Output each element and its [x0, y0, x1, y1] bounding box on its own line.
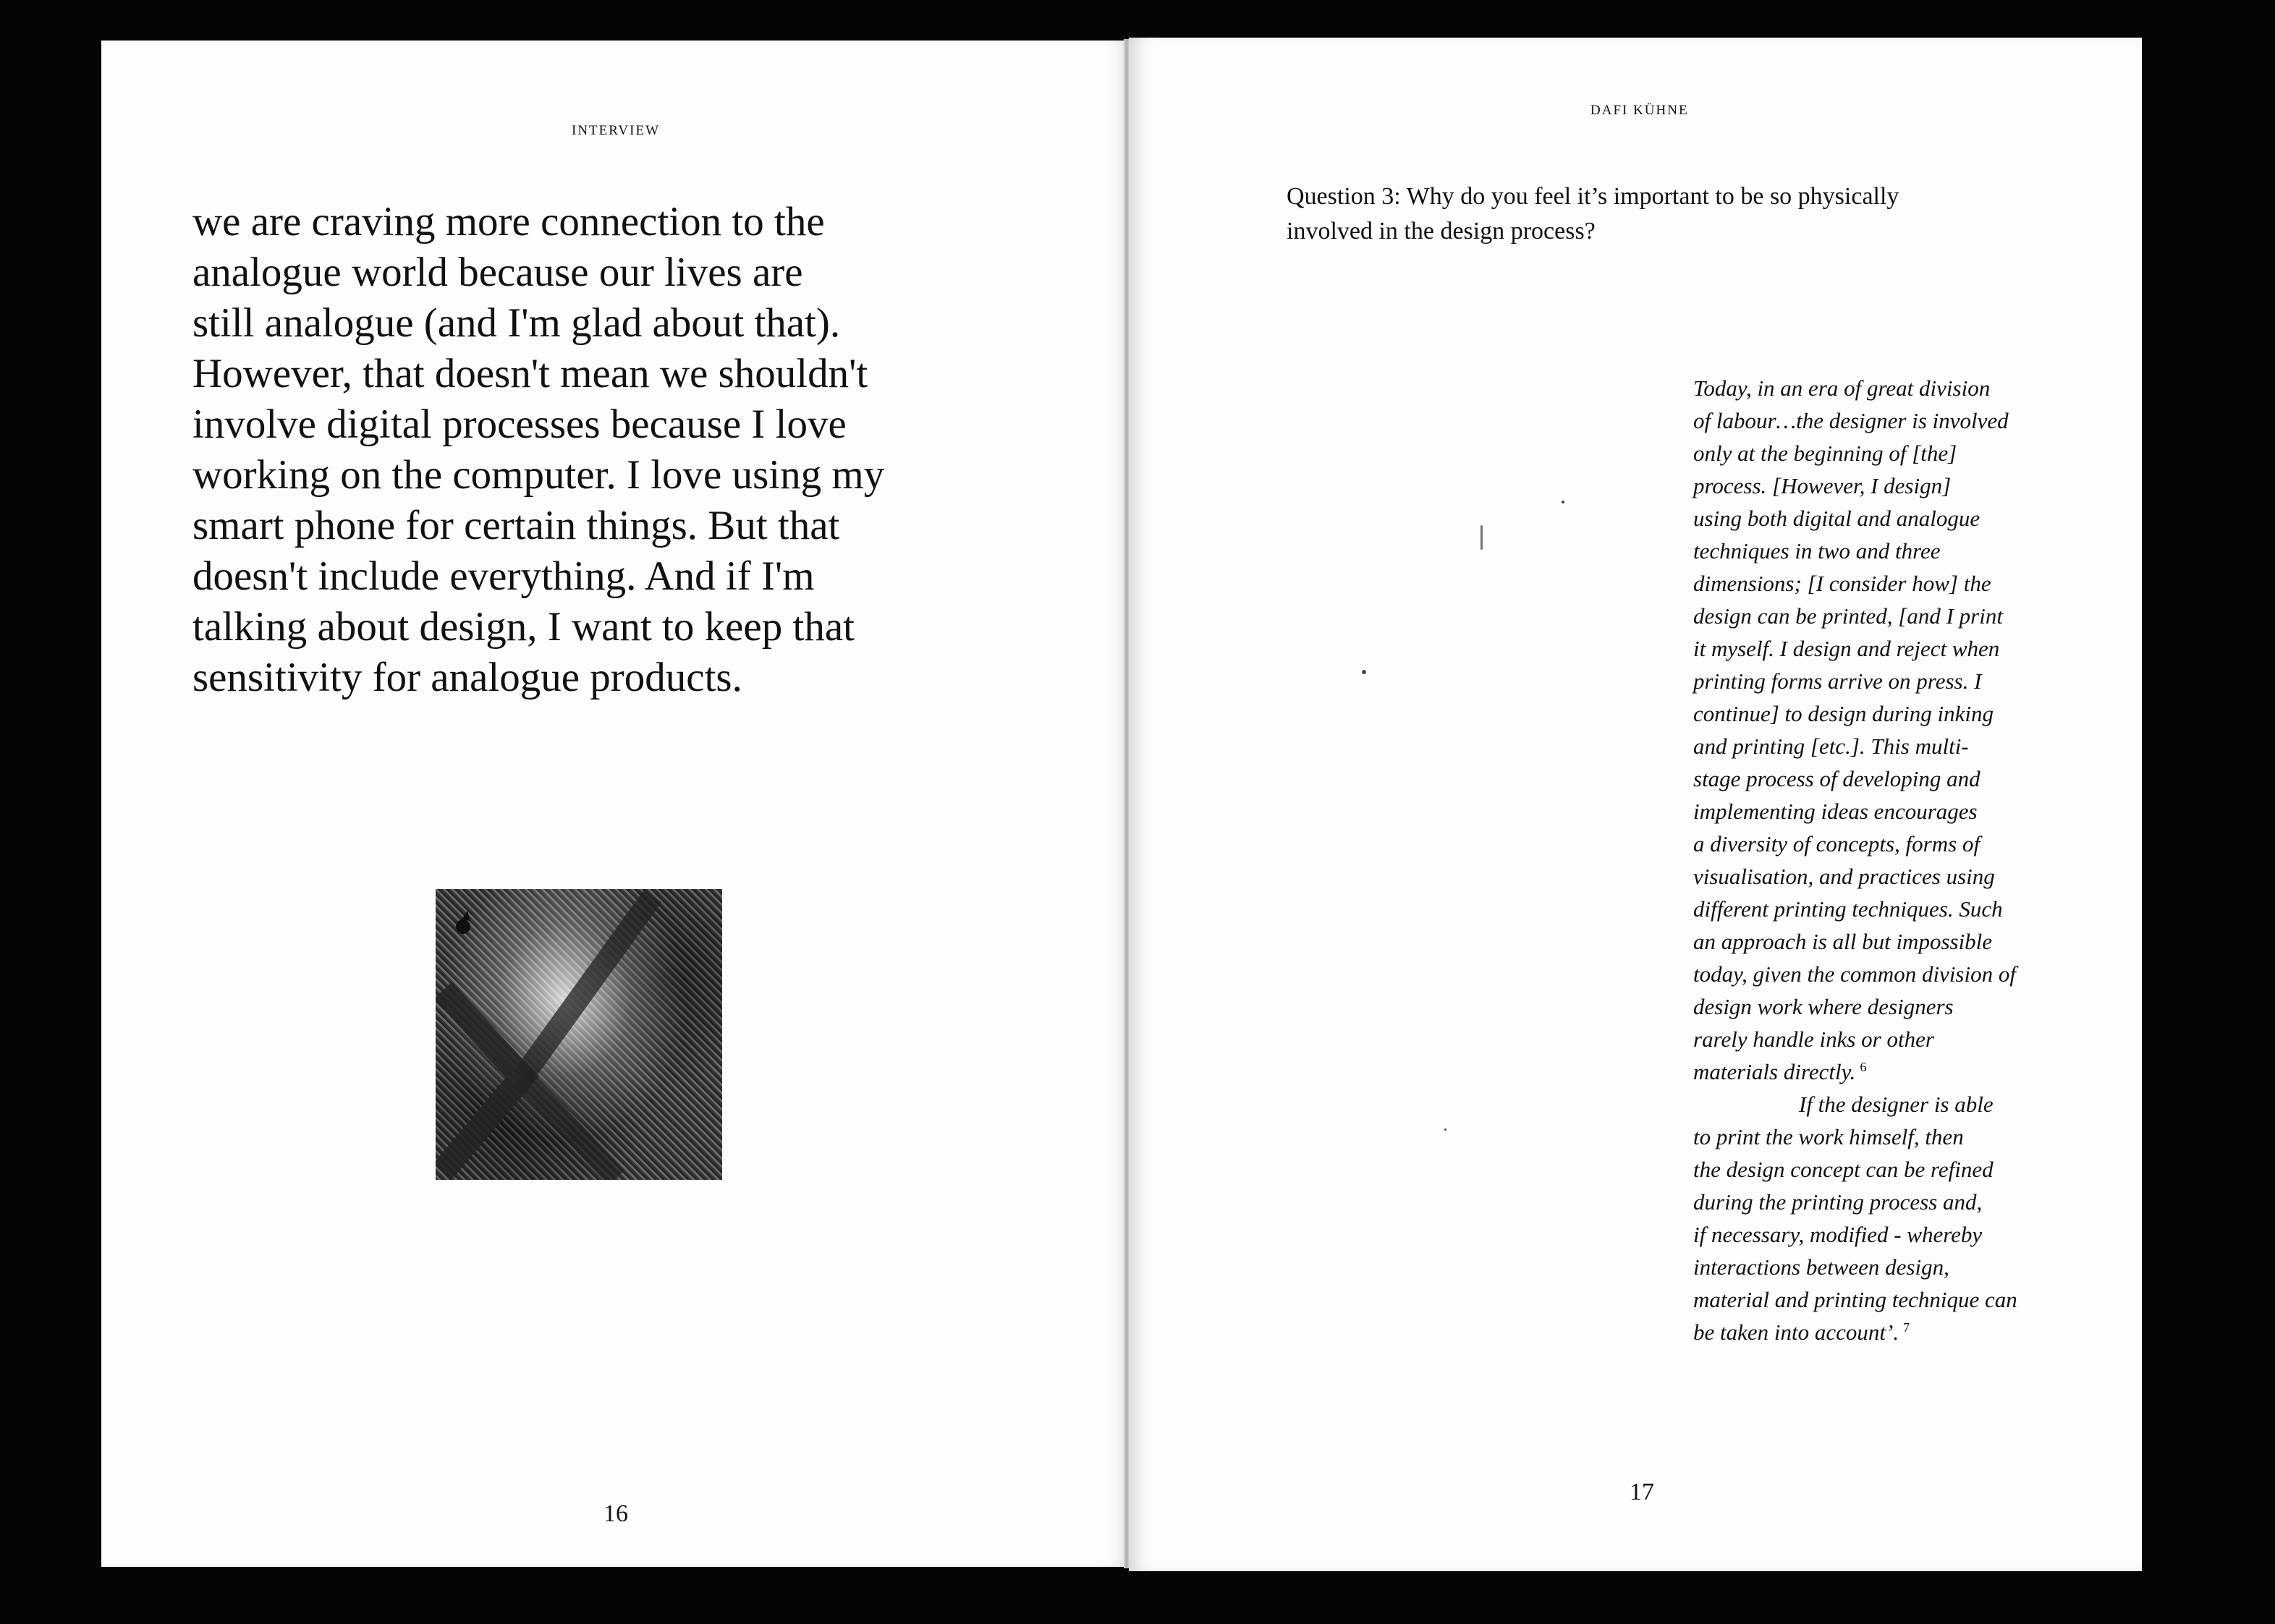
quote-line: dimensions; [I consider how] the: [1693, 571, 1991, 596]
x-mark-print-image: [436, 889, 722, 1180]
body-line: However, that doesn't mean we shouldn't: [192, 351, 868, 396]
footnote-marker: 7: [1903, 1319, 1910, 1335]
quote-line: different printing techniques. Such: [1693, 896, 2003, 922]
quote-line: design can be printed, [and I print: [1693, 603, 2003, 629]
dust-speck: [1444, 1128, 1446, 1131]
quote-line: during the printing process and,: [1693, 1189, 1983, 1215]
body-line: sensitivity for analogue products.: [192, 655, 742, 700]
body-line: doesn't include everything. And if I'm: [192, 553, 815, 599]
running-head-left: INTERVIEW: [572, 123, 660, 138]
question-line: Question 3: Why do you feel it’s important to be so physically: [1287, 183, 1899, 210]
quote-line: the design concept can be refined: [1693, 1157, 1994, 1182]
dust-speck: [1480, 525, 1483, 550]
quote-line: Today, in an era of great division: [1693, 375, 1991, 401]
quote-line: rarely handle inks or other: [1693, 1026, 1934, 1052]
quote-line: design work where designers: [1693, 994, 1954, 1019]
quote-line: of labour…the designer is involved: [1693, 408, 2009, 433]
dust-speck: [1362, 670, 1366, 674]
body-line: we are craving more connection to the: [192, 199, 825, 245]
quote-line: only at the beginning of [the]: [1693, 441, 1957, 466]
right-page: [1129, 38, 2142, 1571]
body-line: still analogue (and I'm glad about that).: [192, 300, 841, 346]
left-page: [101, 41, 1127, 1567]
question-heading: [1287, 179, 2083, 249]
quote-line: process. [However, I design]: [1693, 473, 1952, 498]
quote-line: materials directly.: [1693, 1059, 1856, 1084]
quote-line: be taken into account’.: [1693, 1319, 1899, 1345]
quote-line: to print the work himself, then: [1693, 1124, 1964, 1149]
dust-speck: [1562, 501, 1564, 503]
quote-line: it myself. I design and reject when: [1693, 636, 2000, 661]
quote-line: If the designer is able: [1799, 1092, 1994, 1117]
body-line: analogue world because our lives are: [192, 250, 803, 295]
quote-line: using both digital and analogue: [1693, 506, 1980, 531]
question-line: involved in the design process?: [1287, 218, 1596, 245]
quote-line: if necessary, modified - whereby: [1693, 1222, 1983, 1247]
running-head-right: DAFI KÜHNE: [1590, 103, 1689, 118]
quote-line: visualisation, and practices using: [1693, 864, 1995, 889]
quote-line: techniques in two and three: [1693, 538, 1941, 564]
quote-line: continue] to design during inking: [1693, 701, 1994, 726]
quote-line-with-footnote: [1693, 1055, 2098, 1088]
quote-line: and printing [etc.]. This multi-: [1693, 734, 1969, 759]
body-line: smart phone for certain things. But that: [192, 503, 840, 548]
x-mark-icon: [436, 889, 722, 1180]
quote-line: today, given the common division of: [1693, 961, 2016, 987]
page-number-left: 16: [603, 1500, 628, 1527]
quote-line: implementing ideas encourages: [1693, 799, 1978, 824]
quote-line-with-footnote: [1693, 1316, 2098, 1348]
block-quote: [1693, 372, 2098, 1348]
quote-line: a diversity of concepts, forms of: [1693, 831, 1980, 856]
body-line: talking about design, I want to keep that: [192, 604, 855, 650]
interview-body-text: [192, 197, 1003, 703]
quote-line: material and printing technique can: [1693, 1287, 2017, 1312]
footnote-marker: 6: [1860, 1059, 1867, 1074]
body-line: working on the computer. I love using my: [192, 452, 885, 498]
body-line: involve digital processes because I love: [192, 401, 847, 447]
quote-line: stage process of developing and: [1693, 766, 1980, 791]
quote-line: interactions between design,: [1693, 1254, 1949, 1280]
quote-line: an approach is all but impossible: [1693, 929, 1993, 954]
quote-line: printing forms arrive on press. I: [1693, 668, 1982, 694]
page-number-right: 17: [1630, 1479, 1654, 1505]
